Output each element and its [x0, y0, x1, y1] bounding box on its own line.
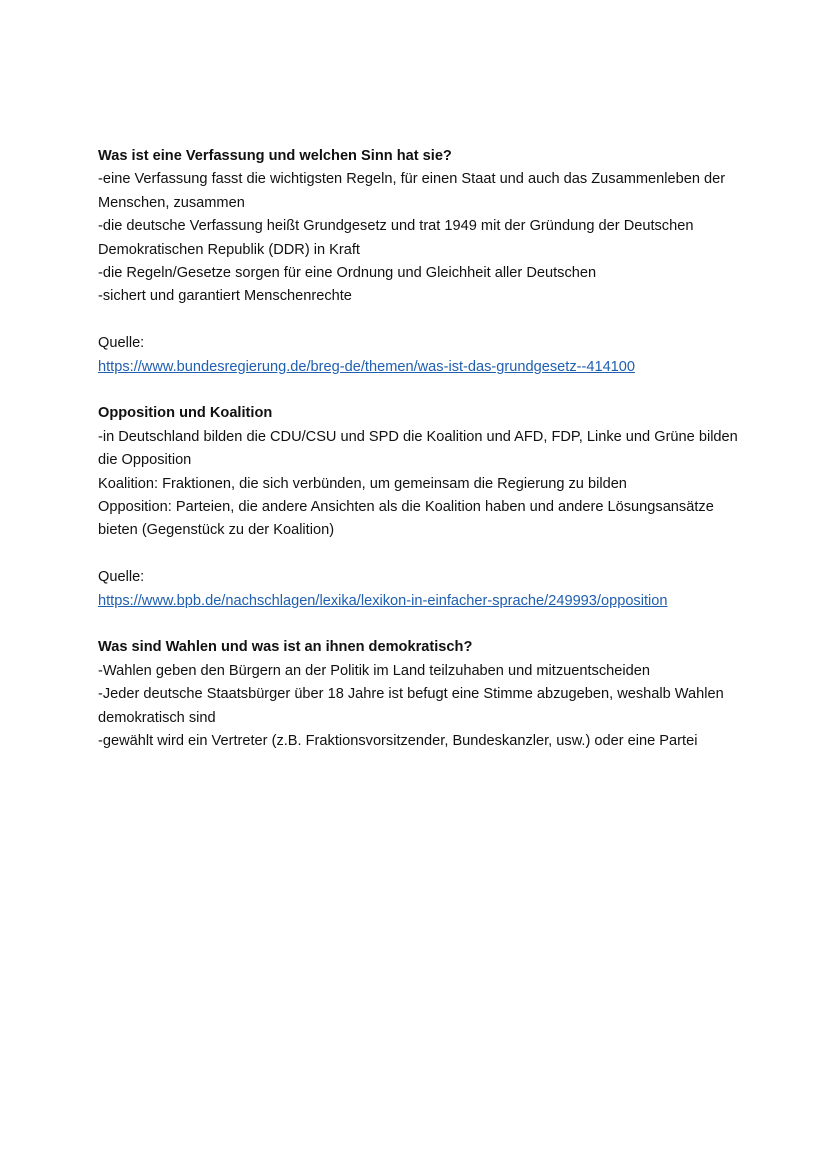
spacer: [98, 379, 748, 402]
document-body: [98, 145, 748, 754]
source-label: Quelle:: [98, 569, 145, 586]
source-label: Quelle:: [98, 335, 145, 352]
section-heading: Was sind Wahlen und was ist an ihnen demokratisch?: [98, 639, 473, 656]
text-line: -die Regeln/Gesetze sorgen für eine Ordnung und Gleichheit aller Deutschen: [98, 265, 597, 282]
text-line: -die deutsche Verfassung heißt Grundgesetz und trat 1949 mit der Gründung der Deutschen Demokratischen Republik (DDR) in Kraft: [98, 218, 694, 258]
spacer: [98, 543, 748, 566]
source-link[interactable]: https://www.bpb.de/nachschlagen/lexika/lexikon-in-einfacher-sprache/249993/opposition: [98, 592, 668, 609]
source-link-row: [98, 356, 748, 379]
text-line: -Wahlen geben den Bürgern an der Politik im Land teilzuhaben und mitzuentscheiden: [98, 662, 650, 679]
section-heading: Opposition und Koalition: [98, 405, 273, 422]
section-wahlen: [98, 636, 748, 753]
text-line: -eine Verfassung fasst die wichtigsten Regeln, für einen Staat und auch das Zusammenleben der Menschen, zusammen: [98, 171, 726, 211]
section-heading: Was ist eine Verfassung und welchen Sinn hat sie?: [98, 148, 452, 164]
spacer: [98, 613, 748, 636]
text-line: Opposition: Parteien, die andere Ansichten als die Koalition haben und andere Lösungsansätze bieten (Gegenstück zu der Koalition): [98, 499, 714, 539]
spacer: [98, 309, 748, 332]
source-link[interactable]: https://www.bundesregierung.de/breg-de/themen/was-ist-das-grundgesetz--414100: [98, 358, 636, 375]
text-line: -Jeder deutsche Staatsbürger über 18 Jahre ist befugt eine Stimme abzugeben, weshalb Wahlen demokratisch sind: [98, 686, 724, 726]
text-line: -gewählt wird ein Vertreter (z.B. Fraktionsvorsitzender, Bundeskanzler, usw.) oder eine Partei: [98, 733, 698, 750]
text-line: -in Deutschland bilden die CDU/CSU und SPD die Koalition und AFD, FDP, Linke und Grüne bilden die Opposition: [98, 428, 738, 469]
text-line: -sichert und garantiert Menschenrechte: [98, 288, 352, 305]
text-line: Koalition: Fraktionen, die sich verbünden, um gemeinsam die Regierung zu bilden: [98, 475, 627, 492]
section-opposition-koalition: [98, 402, 748, 636]
section-verfassung: [98, 145, 748, 402]
source-link-row: [98, 590, 748, 613]
